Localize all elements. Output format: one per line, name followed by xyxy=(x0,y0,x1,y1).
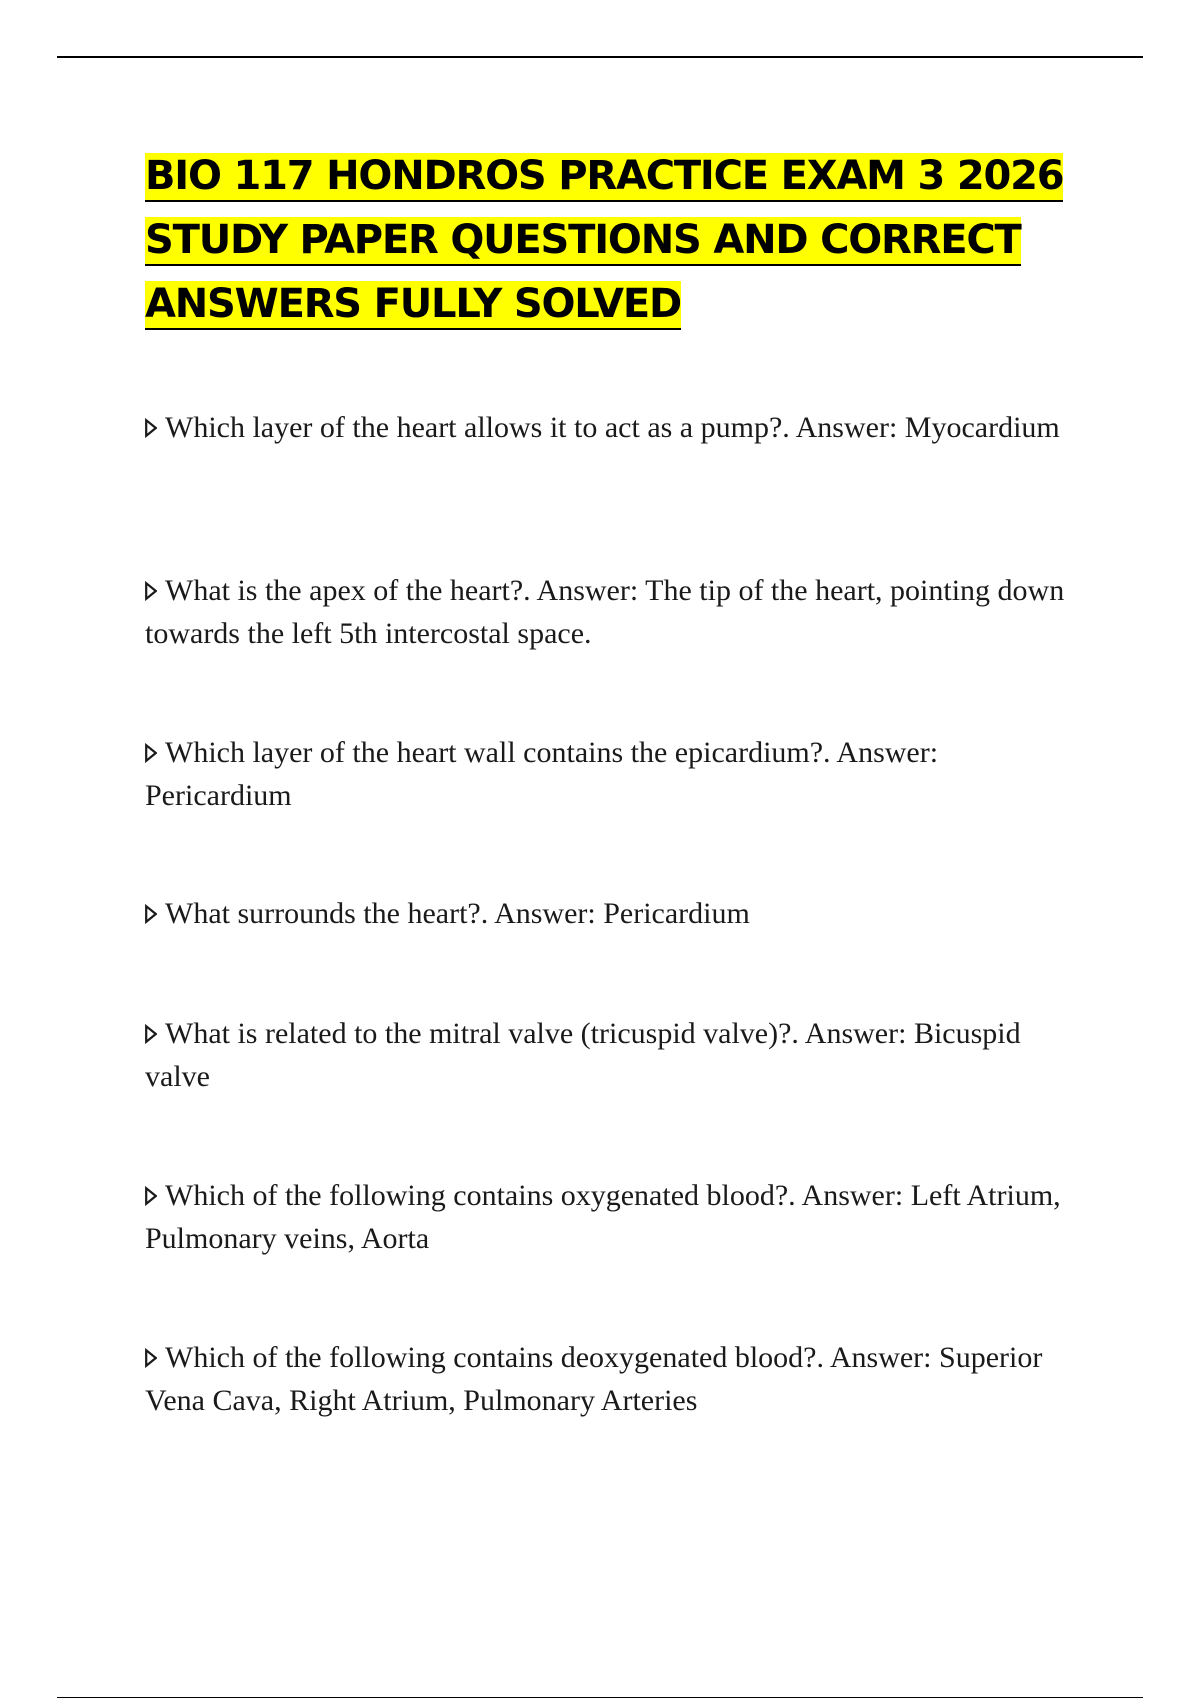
list-item xyxy=(145,569,1085,655)
triangle-outline-right-icon xyxy=(145,904,157,924)
question-text: Which layer of the heart wall contains the epicardium?. xyxy=(165,736,831,769)
answer-text: Answer: Bicuspid valve xyxy=(145,1017,1021,1093)
title-line-2: STUDY PAPER QUESTIONS AND CORRECT xyxy=(145,217,1021,266)
question-text: What is the apex of the heart?. xyxy=(165,574,531,607)
page-title xyxy=(145,144,1085,336)
triangle-outline-right-icon xyxy=(145,743,157,763)
question-text: Which of the following contains oxygenated blood?. xyxy=(165,1179,796,1212)
title-line-3: ANSWERS FULLY SOLVED xyxy=(145,281,681,330)
answer-text: Answer: Pericardium xyxy=(494,897,750,930)
list-item xyxy=(145,1174,1085,1260)
triangle-outline-right-icon xyxy=(145,1186,157,1206)
question-text: What is related to the mitral valve (tricuspid valve)?. xyxy=(165,1017,799,1050)
list-item xyxy=(145,892,1085,935)
answer-text: Answer: The tip of the heart, pointing down towards the left 5th intercostal space. xyxy=(145,574,1065,650)
question-text: Which layer of the heart allows it to act as a pump?. xyxy=(165,411,790,444)
top-rule xyxy=(57,56,1143,58)
list-item xyxy=(145,1336,1085,1422)
list-item xyxy=(145,731,1085,817)
triangle-outline-right-icon xyxy=(145,418,157,438)
triangle-outline-right-icon xyxy=(145,581,157,601)
answer-text: Answer: Left Atrium, Pulmonary veins, Aorta xyxy=(145,1179,1061,1255)
answer-text: Answer: Pericardium xyxy=(145,736,939,812)
triangle-outline-right-icon xyxy=(145,1024,157,1044)
question-text: Which of the following contains deoxygenated blood?. xyxy=(165,1341,824,1374)
list-item xyxy=(145,1012,1085,1098)
list-item xyxy=(145,406,1085,449)
bottom-rule xyxy=(57,1697,1143,1698)
question-text: What surrounds the heart?. xyxy=(165,897,489,930)
title-line-1: BIO 117 HONDROS PRACTICE EXAM 3 2026 xyxy=(145,153,1063,202)
triangle-outline-right-icon xyxy=(145,1348,157,1368)
answer-text: Answer: Myocardium xyxy=(795,411,1060,444)
answer-text: Answer: Superior Vena Cava, Right Atrium, Pulmonary Arteries xyxy=(145,1341,1043,1417)
